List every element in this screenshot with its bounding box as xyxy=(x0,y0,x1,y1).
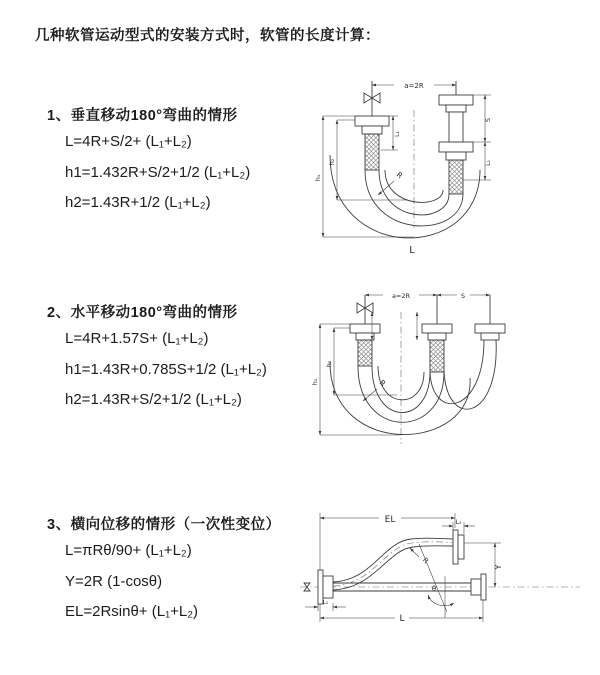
dimension-length xyxy=(320,600,483,624)
h1-label: h₁ xyxy=(314,174,322,182)
s-label: S xyxy=(484,117,492,123)
formula-h1: h1=1.432R+S/2+1/2 (L₁+L₂) xyxy=(65,163,251,181)
theta-label: θ xyxy=(431,585,437,593)
l1-label: L₁ xyxy=(394,131,401,137)
h2-label: h₂ xyxy=(325,360,333,368)
l2-label: L₂ xyxy=(485,160,492,166)
dimension-fitting-l1 xyxy=(305,600,346,611)
y-label: Y xyxy=(494,564,503,570)
span-label: a=2R xyxy=(391,292,411,300)
length-label: L xyxy=(399,614,405,624)
page-title: 几种软管运动型式的安装方式时，软管的长度计算： xyxy=(35,28,380,44)
dimension-span xyxy=(365,290,490,300)
hose-assembly-right xyxy=(439,81,473,194)
formula-h2: h2=1.43R+S/2+1/2 (L₁+L₂) xyxy=(65,391,242,408)
formula-h1: h1=1.43R+0.785S+1/2 (L₁+L₂) xyxy=(65,360,267,378)
hose-assembly-left xyxy=(355,116,389,170)
radius-label: R xyxy=(394,169,405,181)
valve-icon xyxy=(357,295,373,324)
length-label: L xyxy=(409,245,415,256)
formula-length: L=4R+S/2+ (L₁+L₂) xyxy=(65,133,192,150)
dimension-h1 xyxy=(311,324,401,435)
flange-left xyxy=(318,570,333,604)
s-label: S xyxy=(460,292,466,300)
dimension-radius xyxy=(378,170,404,195)
section-vertical-movement xyxy=(47,105,347,219)
el-label: EL xyxy=(384,515,396,525)
l1-label: L₁ xyxy=(322,600,329,606)
section-3-heading: 3、横向位移的情形（一次性变位） xyxy=(47,517,281,533)
section-2-heading: 2、水平移动180°弯曲的情形 xyxy=(47,305,238,321)
formula-offset: Y=2R (1-cosθ) xyxy=(65,572,163,590)
l2-label: L₂ xyxy=(455,519,462,526)
angle-theta-construction xyxy=(419,544,454,618)
dimension-fitting-l2 xyxy=(442,519,475,534)
radius-label: R xyxy=(377,377,388,389)
formula-h2: h2=1.43R+1/2 (L₁+L₂) xyxy=(65,194,211,211)
flange-upper xyxy=(453,530,464,564)
dimension-travel-s xyxy=(463,95,492,180)
formula-el: EL=2Rsinθ+ (L₁+L₂) xyxy=(65,603,199,620)
dimension-span xyxy=(372,79,456,90)
section-horizontal-movement xyxy=(47,302,347,416)
span-label: a=2R xyxy=(404,82,424,90)
diagram-horizontal-u-bend xyxy=(312,282,587,472)
radius-label: R xyxy=(420,556,431,566)
valve-icon xyxy=(364,81,380,116)
h1-label: h₁ xyxy=(311,378,319,386)
diagram-lateral-displacement xyxy=(295,500,595,630)
dimension-radius xyxy=(410,548,430,565)
formula-length: L=4R+1.57S+ (L₁+L₂) xyxy=(65,330,209,347)
section-1-heading: 1、垂直移动180°弯曲的情形 xyxy=(47,108,238,124)
h2-label: h₂ xyxy=(328,158,336,166)
formula-length: L=πRθ/90+ (L₁+L₂) xyxy=(65,542,192,559)
hose-u-curves xyxy=(330,340,496,435)
diagram-vertical-u-bend xyxy=(315,68,587,265)
